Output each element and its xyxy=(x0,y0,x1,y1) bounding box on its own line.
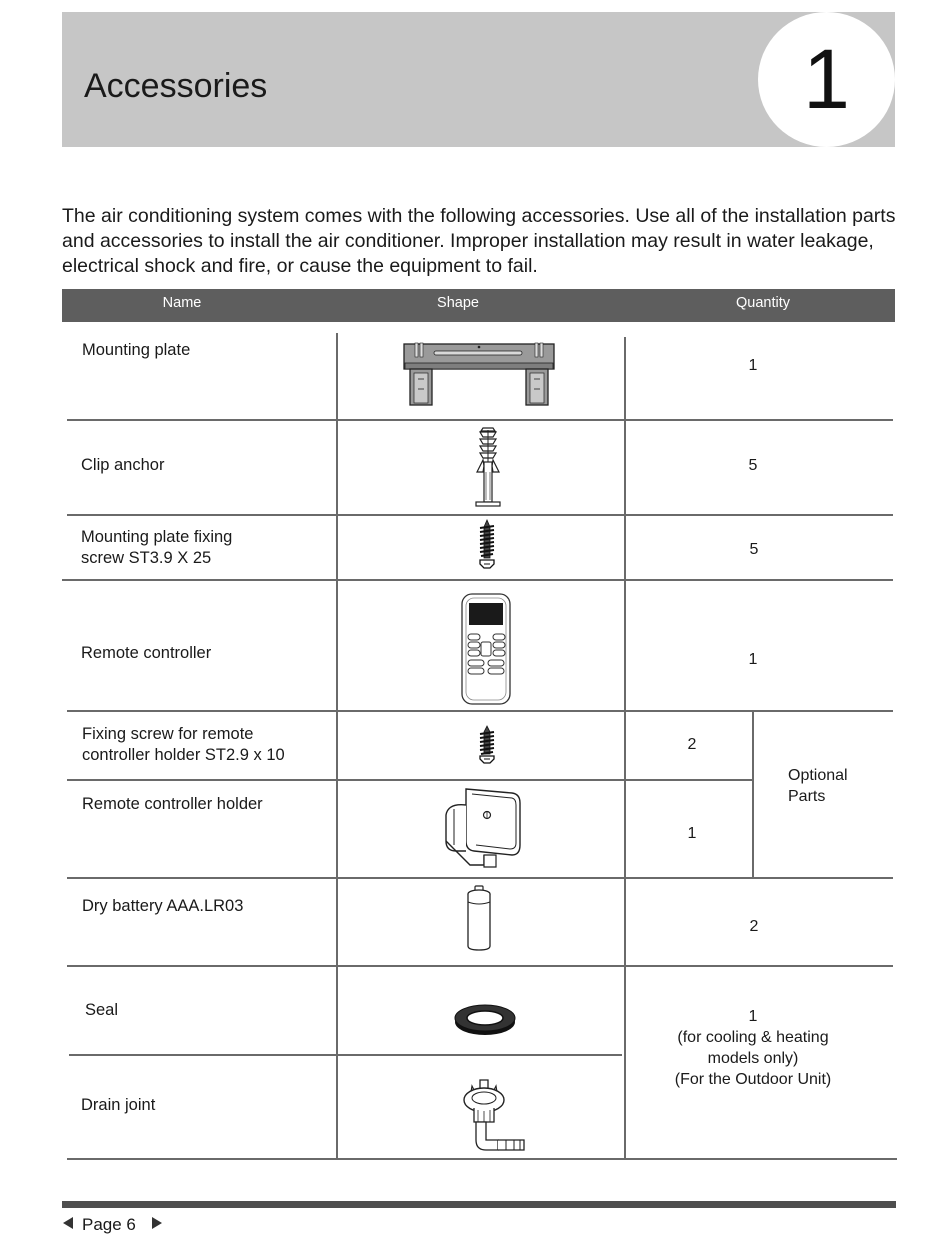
clip-anchor-icon xyxy=(474,426,502,508)
row-name-clip-anchor: Clip anchor xyxy=(81,456,165,474)
remote-holder-icon xyxy=(440,785,526,871)
row-divider xyxy=(67,710,893,712)
intro-paragraph: The air conditioning system comes with the following accessories. Use all of the installation parts and accessories to install the air conditioner. Improper installation may result in water leakage, electrical shock and fire, or cause the equipment to fail. xyxy=(62,205,896,277)
row-name-seal: Seal xyxy=(85,1001,119,1019)
table-divider xyxy=(336,333,338,1160)
remote-controller-icon xyxy=(460,592,512,706)
row-divider xyxy=(67,514,893,516)
battery-icon xyxy=(464,884,494,952)
quantity-remote-holder: 1 xyxy=(687,825,697,842)
previous-page-icon[interactable] xyxy=(63,1217,73,1229)
page-title: Accessories xyxy=(84,67,268,105)
row-divider xyxy=(67,965,893,967)
drain-joint-icon xyxy=(458,1078,528,1154)
seal-ring-icon xyxy=(452,1002,518,1038)
header-quantity: Quantity xyxy=(736,295,790,311)
header-name: Name xyxy=(162,295,202,311)
header-shape: Shape xyxy=(437,295,479,311)
row-name-holder-screw: Fixing screw for remote controller holder ST2.9 x 10 xyxy=(82,725,285,764)
mounting-plate-icon xyxy=(402,341,556,407)
page-number: Page 6 xyxy=(82,1215,136,1234)
quantity-holder-screw: 2 xyxy=(687,736,697,753)
quantity-mounting-plate: 1 xyxy=(748,357,758,374)
chapter-number: 1 xyxy=(803,32,850,126)
quantity-fixing-screw: 5 xyxy=(749,541,759,558)
row-name-drain-joint: Drain joint xyxy=(81,1096,156,1114)
chapter-badge xyxy=(758,12,895,147)
quantity-seal-drain: 1 (for cooling & heating models only) (For the Outdoor Unit) xyxy=(674,1008,832,1088)
row-name-remote-holder: Remote controller holder xyxy=(82,795,263,813)
quantity-battery: 2 xyxy=(749,918,759,935)
row-name-mounting-plate: Mounting plate xyxy=(82,341,191,359)
next-page-icon[interactable] xyxy=(152,1217,162,1229)
row-divider xyxy=(69,1054,622,1056)
table-divider xyxy=(752,711,754,878)
row-divider xyxy=(67,877,893,879)
row-divider xyxy=(67,419,893,421)
table-divider xyxy=(624,337,626,1160)
screw-icon xyxy=(476,518,498,572)
footer-bar xyxy=(62,1201,896,1208)
row-name-battery: Dry battery AAA.LR03 xyxy=(82,897,244,915)
row-divider xyxy=(67,1158,897,1160)
quantity-clip-anchor: 5 xyxy=(748,457,758,474)
row-name-fixing-screw: Mounting plate fixing screw ST3.9 X 25 xyxy=(81,528,233,567)
row-divider xyxy=(67,779,753,781)
row-divider xyxy=(62,579,893,581)
optional-parts-note: Optional Parts xyxy=(788,767,848,805)
row-name-remote-controller: Remote controller xyxy=(81,644,212,662)
chapter-header xyxy=(62,12,895,147)
quantity-remote-controller: 1 xyxy=(748,651,758,668)
small-screw-icon xyxy=(476,724,498,768)
